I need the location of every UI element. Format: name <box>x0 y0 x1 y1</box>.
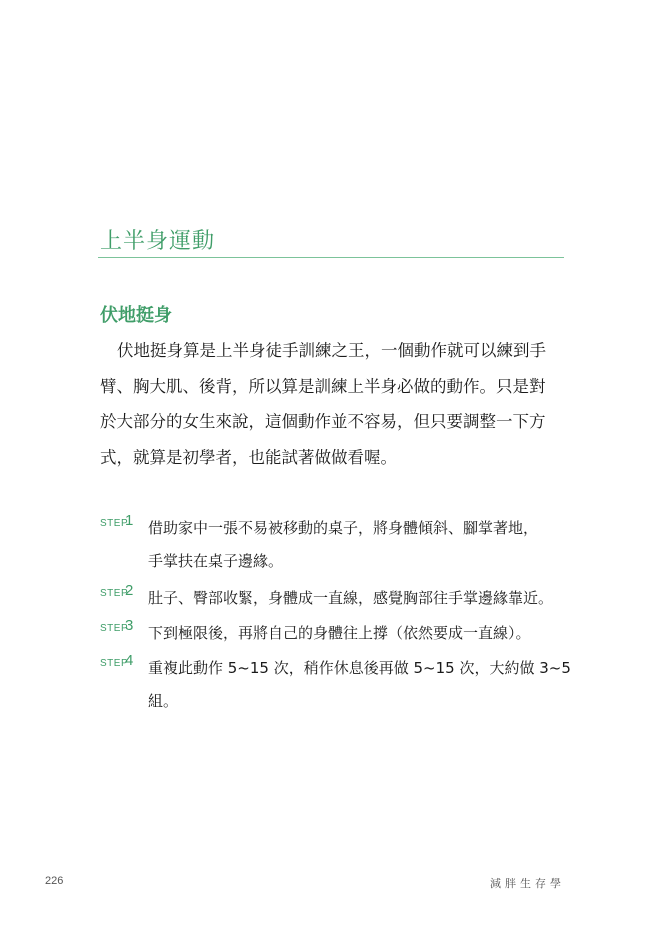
intro-line: 於大部分的女生來說，這個動作並不容易，但只要調整一下方 <box>100 412 546 431</box>
page-number: 226 <box>45 875 64 887</box>
step-text <box>148 652 572 718</box>
step-text-line: 重複此動作 5~15 次，稍作休息後再做 5~15 次，大約做 3~5 <box>148 659 571 677</box>
step-number: 1 <box>125 512 134 529</box>
section-divider <box>98 257 564 258</box>
intro-paragraph <box>100 333 570 475</box>
step-label: STEP <box>100 658 129 669</box>
step-number: 2 <box>125 582 134 599</box>
subsection-title: 伏地挺身 <box>100 305 172 326</box>
step-text-line: 手掌扶在桌子邊緣。 <box>148 552 284 570</box>
step-number: 4 <box>125 652 134 669</box>
step-text-line: 借助家中一張不易被移動的桌子，將身體傾斜、腳掌著地， <box>148 519 539 537</box>
step-number: 3 <box>125 617 134 634</box>
step-text <box>148 582 572 615</box>
intro-line: 臂、胸大肌、後背，所以算是訓練上半身必做的動作。只是對 <box>100 376 546 396</box>
step-label: STEP <box>100 588 129 599</box>
step-text-line: 組。 <box>148 692 179 710</box>
intro-line: 式，就算是初學者，也能試著做做看喔。 <box>100 447 397 467</box>
step-text <box>148 512 572 578</box>
section-title: 上半身運動 <box>100 229 216 254</box>
step-text-line: 肚子、臀部收緊，身體成一直線，感覺胸部往手掌邊緣靠近。 <box>148 589 554 607</box>
running-footer-title: 減胖生存學 <box>490 877 565 890</box>
step-text-line: 下到極限後，再將自己的身體往上撐（依然要成一直線）。 <box>148 624 531 642</box>
step-text <box>148 617 572 650</box>
step-label: STEP <box>100 623 129 634</box>
intro-line: 伏地挺身算是上半身徒手訓練之王，一個動作就可以練到手 <box>117 341 546 360</box>
step-label: STEP <box>100 518 129 529</box>
